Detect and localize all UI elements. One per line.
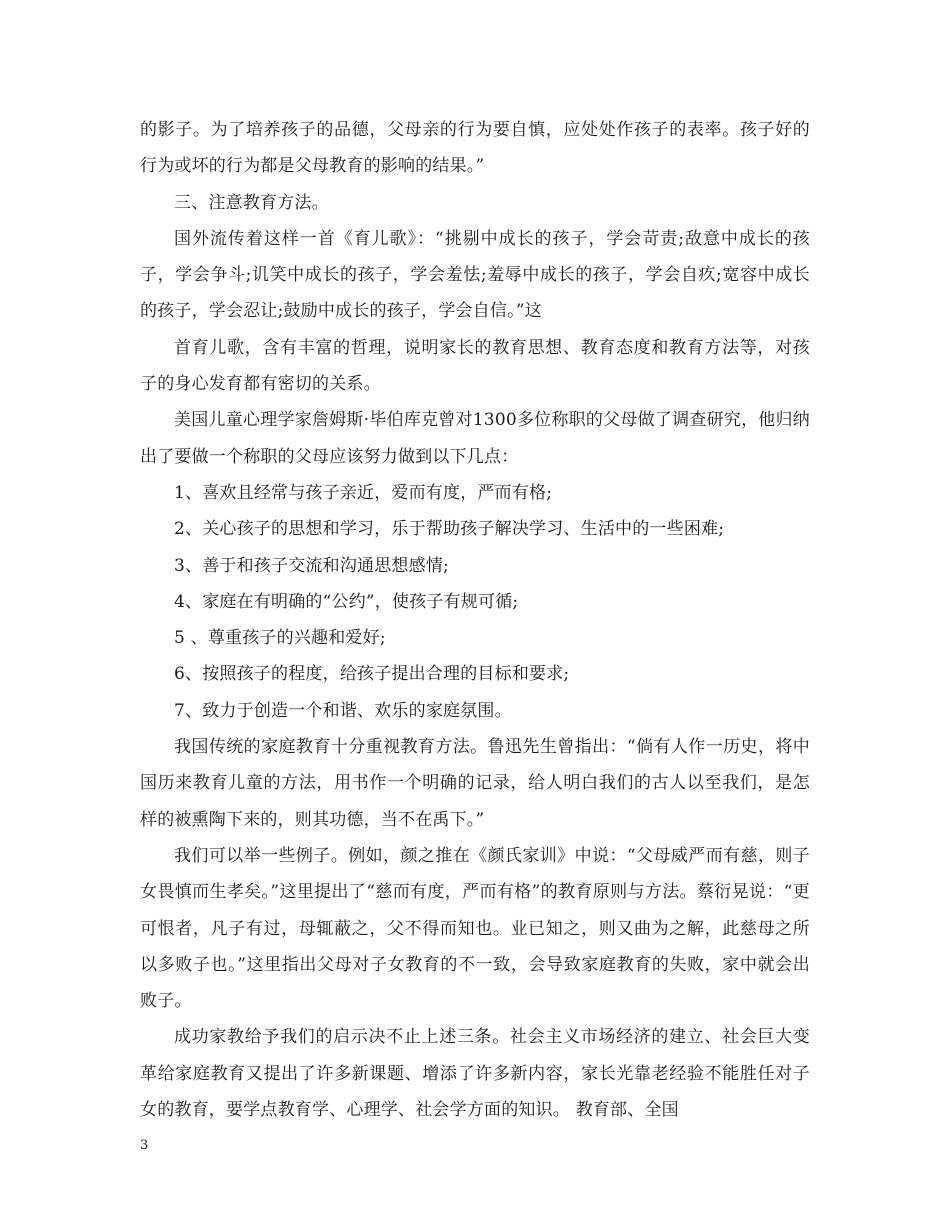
- paragraph: 我国传统的家庭教育十分重视教育方法。鲁迅先生曾指出：“倘有人作一历史，将中国历来教育儿童的方法，用书作一个明确的记录，给人明白我们的古人以至我们，是怎样的被熏陶下来的，则其功德，当不在禹下。”: [140, 737, 810, 830]
- paragraph: 美国儿童心理学家詹姆斯·毕伯库克曾对1300多位称职的父母做了调查研究，他归纳出了要做一个称职的父母应该努力做到以下几点：: [140, 410, 810, 467]
- paragraph: 的影子。为了培养孩子的品德，父母亲的行为要自慎，应处处作孩子的表率。孩子好的行为或坏的行为都是父母教育的影响的结果。”: [140, 120, 810, 177]
- list-item: 2、关心孩子的思想和学习，乐于帮助孩子解决学习、生活中的一些困难;: [174, 519, 725, 540]
- paragraph: 首育儿歌，含有丰富的哲理，说明家长的教育思想、教育态度和教育方法等，对孩子的身心发育都有密切的关系。: [140, 337, 810, 395]
- list-item: 5 、尊重孩子的兴趣和爱好;: [174, 628, 386, 649]
- paragraph: 国外流传着这样一首《育儿歌》：“挑剔中成长的孩子，学会苛责;敌意中成长的孩子，学会争斗;讥笑中成长的孩子，学会羞怯;羞辱中成长的孩子，学会自疚;宽容中成长的孩子，学会忍让;鼓励中成长的孩子，学会自信。”这: [140, 228, 810, 322]
- list-item: 7、致力于创造一个和谐、欢乐的家庭氛围。: [174, 700, 512, 721]
- list-item: 6、按照孩子的程度，给孩子提出合理的目标和要求;: [174, 664, 570, 685]
- list-item: 3、善于和孩子交流和沟通思想感情;: [174, 555, 449, 576]
- section-heading: 三、注意教育方法。: [174, 192, 329, 213]
- document-body: [140, 112, 810, 1128]
- paragraph: 成功家教给予我们的启示决不止上述三条。社会主义市场经济的建立、社会巨大变革给家庭教育又提出了许多新课题、增添了许多新内容，家长光靠老经验不能胜任对子女的教育，要学点教育学、心理学、社会学方面的知识。 教育部、全国: [140, 1027, 810, 1121]
- list-item: 4、家庭在有明确的“公约”，使孩子有规可循;: [174, 591, 519, 612]
- paragraph: 我们可以举一些例子。例如，颜之推在《颜氏家训》中说：“父母威严而有慈，则子女畏慎而生孝矣。”这里提出了“慈而有度，严而有格”的教育原则与方法。蔡衍晃说：“更可恨者，凡子有过，母辄蔽之，父不得而知也。业已知之，则又曲为之解，此慈母之所以多败子也。”这里指出父母对子女教育的不一致，会导致家庭教育的失败，家中就会出败子。: [140, 845, 810, 1012]
- list-item: 1、喜欢且经常与孩子亲近，爱而有度，严而有格;: [174, 482, 553, 503]
- page-number: 3: [140, 1138, 149, 1153]
